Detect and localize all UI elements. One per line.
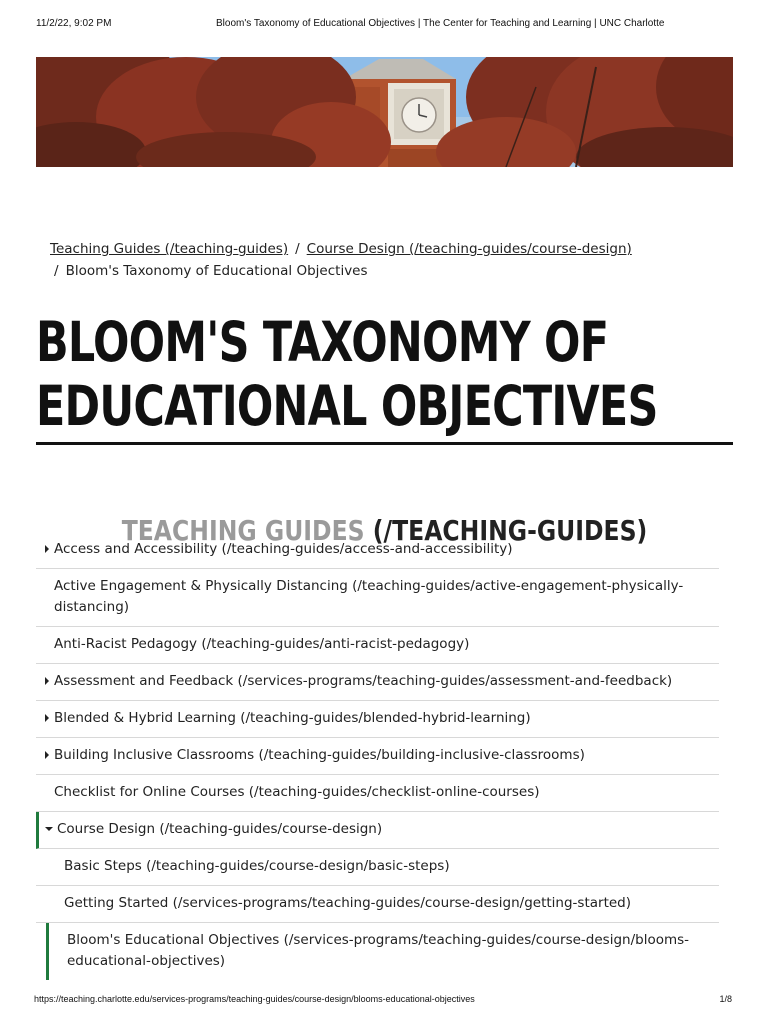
nav-item-active-engagement[interactable] <box>36 569 719 627</box>
caret-right-icon[interactable] <box>45 677 49 685</box>
page-title-line-1: BLOOM'S TAXONOMY OF <box>36 310 609 374</box>
nav-item-access-accessibility[interactable] <box>36 533 719 569</box>
nav-item-label[interactable]: Access and Accessibility (/teaching-guides/access-and-accessibility) <box>54 541 513 557</box>
breadcrumb-current: Bloom's Taxonomy of Educational Objectives <box>65 263 368 279</box>
print-footer <box>0 992 768 1008</box>
print-datetime: 11/2/22, 9:02 PM <box>36 18 112 29</box>
caret-right-icon[interactable] <box>45 751 49 759</box>
nav-item-label[interactable]: Assessment and Feedback (/services-programs/teaching-guides/assessment-and-feedback) <box>54 673 673 689</box>
print-page-title: Bloom's Taxonomy of Educational Objectives | The Center for Teaching and Learning | UNC Charlotte <box>216 18 665 29</box>
nav-subitem-blooms-objectives[interactable] <box>46 923 719 980</box>
caret-down-icon[interactable] <box>45 827 53 831</box>
section-heading-label[interactable]: TEACHING GUIDES <box>121 514 365 548</box>
nav-item-label[interactable]: Getting Started (/services-programs/teaching-guides/course-design/getting-started) <box>64 895 632 911</box>
header-banner-image <box>36 57 733 167</box>
breadcrumb-separator: / <box>295 241 300 257</box>
print-url: https://teaching.charlotte.edu/services-programs/teaching-guides/course-design/blooms-educational-objectives <box>34 994 475 1004</box>
print-page-number: 1/8 <box>719 994 732 1004</box>
teaching-guides-nav <box>36 533 719 980</box>
nav-item-inclusive-classrooms[interactable] <box>36 738 719 775</box>
nav-item-label[interactable]: Bloom's Educational Objectives (/services-programs/teaching-guides/course-design/blooms-educational-objectives) <box>67 932 690 969</box>
title-underline <box>36 442 733 445</box>
nav-item-anti-racist-pedagogy[interactable] <box>36 627 719 664</box>
breadcrumb-separator: / <box>54 263 59 279</box>
nav-item-label[interactable]: Building Inclusive Classrooms (/teaching-guides/building-inclusive-classrooms) <box>54 747 585 763</box>
nav-item-label[interactable]: Checklist for Online Courses (/teaching-guides/checklist-online-courses) <box>54 784 540 800</box>
nav-item-checklist-online[interactable] <box>36 775 719 812</box>
nav-item-assessment-feedback[interactable] <box>36 664 719 701</box>
nav-item-blended-hybrid[interactable] <box>36 701 719 738</box>
nav-item-label[interactable]: Anti-Racist Pedagogy (/teaching-guides/anti-racist-pedagogy) <box>54 636 470 652</box>
nav-item-label[interactable]: Course Design (/teaching-guides/course-design) <box>57 821 383 837</box>
print-header <box>0 14 768 34</box>
section-heading-path[interactable]: (/TEACHING-GUIDES) <box>364 514 648 548</box>
breadcrumb <box>50 238 730 282</box>
nav-subitem-getting-started[interactable] <box>36 886 719 923</box>
caret-right-icon[interactable] <box>45 714 49 722</box>
breadcrumb-link-course-design[interactable]: Course Design (/teaching-guides/course-design) <box>306 241 632 257</box>
nav-item-label[interactable]: Basic Steps (/teaching-guides/course-design/basic-steps) <box>64 858 450 874</box>
page-title <box>36 310 658 440</box>
nav-item-label[interactable]: Active Engagement & Physically Distancing (/teaching-guides/active-engagement-physically-distancing) <box>54 578 684 615</box>
breadcrumb-link-teaching-guides[interactable]: Teaching Guides (/teaching-guides) <box>50 241 289 257</box>
nav-item-course-design[interactable] <box>36 812 719 849</box>
nav-item-label[interactable]: Blended & Hybrid Learning (/teaching-guides/blended-hybrid-learning) <box>54 710 531 726</box>
nav-subitem-basic-steps[interactable] <box>36 849 719 886</box>
page-title-line-2: EDUCATIONAL OBJECTIVES <box>36 374 658 438</box>
caret-right-icon[interactable] <box>45 545 49 553</box>
